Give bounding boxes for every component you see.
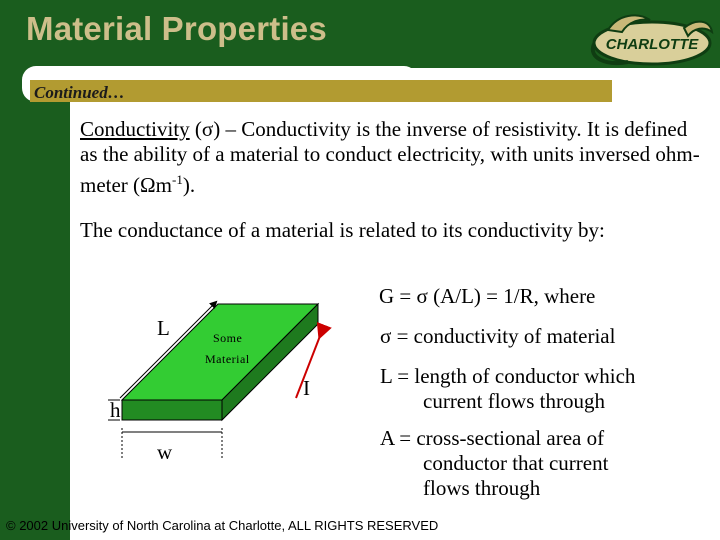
variable-line: L = length of conductor which [380, 364, 636, 388]
diagram-label-w: w [157, 440, 173, 464]
slide-title: Material Properties [26, 10, 327, 47]
conductance-intro: The conductance of a material is related to its conductivity by: [80, 218, 605, 242]
copyright-footer: © 2002 University of North Carolina at Charlotte, ALL RIGHTS RESERVED [6, 518, 439, 533]
variable-line-continued: current flows through [423, 389, 605, 413]
charlotte-logo [588, 10, 716, 68]
diagram-label-L: L [157, 316, 170, 340]
diagram-label-h: h [110, 398, 121, 422]
variable-line-continued: conductor that current [423, 451, 609, 475]
definition-term: Conductivity [80, 117, 190, 141]
conductance-formula: G = σ (A/L) = 1/R, where [379, 284, 596, 308]
logo-wordmark: CHARLOTTE [605, 36, 699, 53]
diagram-label-I: I [303, 376, 310, 400]
block-text-line-2: Material [205, 352, 250, 366]
variable-line: A = cross-sectional area of [380, 426, 605, 450]
variable-definition [380, 364, 635, 414]
definition-text-end: ). [182, 173, 196, 197]
conductor-block-diagram [100, 280, 340, 470]
variable-definition [380, 324, 615, 349]
block-text-line-1: Some [213, 331, 243, 345]
section-label: Continued… [34, 83, 125, 102]
variable-line-continued: flows through [423, 476, 541, 500]
definition-text: Conductivity is the inverse of resistivity. It is defined as the ability of a material to conduct electricity, with units inversed ohm-meter (Ωm [80, 117, 700, 197]
variable-line: σ = conductivity of material [380, 324, 616, 348]
conductivity-definition [80, 117, 700, 198]
definition-superscript: -1 [172, 172, 183, 187]
variable-definition [380, 426, 608, 501]
definition-symbol: (σ) – [189, 117, 242, 141]
block-front-face [122, 400, 222, 420]
